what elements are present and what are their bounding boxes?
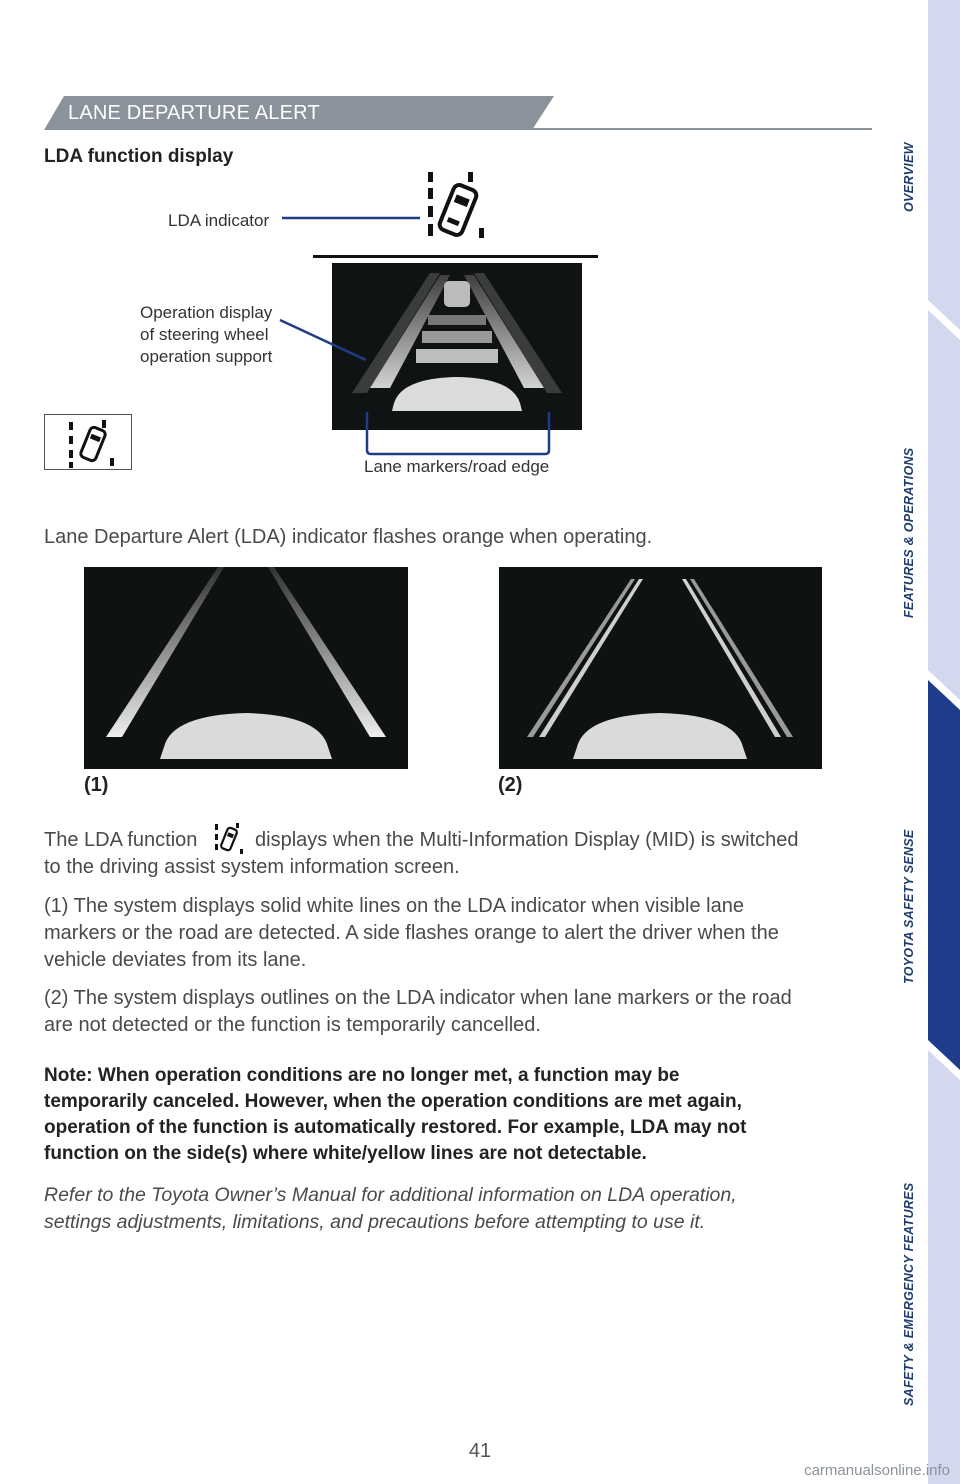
operation-display-label-3: operation support — [140, 347, 273, 366]
sidebar-tabs — [928, 0, 960, 1484]
operation-display-callout-line — [270, 300, 380, 370]
reference-line1: Refer to the Toyota Owner’s Manual for additional information on LDA operation, — [44, 1184, 737, 1206]
section-title: LANE DEPARTURE ALERT — [68, 102, 320, 124]
sidebar-tab-safety-emergency[interactable]: SAFETY & EMERGENCY FEATURES — [902, 1182, 916, 1406]
caption-2: (2) — [498, 774, 523, 796]
display-divider — [313, 255, 598, 258]
page-number: 41 — [468, 1440, 492, 1462]
section-header-rule — [530, 128, 872, 130]
function-text-line1a: The LDA function — [44, 829, 198, 851]
sidebar-tab-toyota-safety-sense[interactable]: TOYOTA SAFETY SENSE — [902, 829, 916, 984]
item2-line2: are not detected or the function is temporarily cancelled. — [44, 1014, 541, 1036]
item2-line1: (2) The system displays outlines on the LDA indicator when lane markers or the road — [44, 987, 792, 1009]
sidebar-tab-overview[interactable]: OVERVIEW — [902, 142, 916, 212]
operation-display-label-1: Operation display — [140, 303, 273, 322]
lda-inline-icon — [212, 822, 248, 856]
operation-display-label-2: of steering wheel — [140, 325, 269, 344]
reference-line2: settings adjustments, limitations, and precautions before attempting to use it. — [44, 1211, 706, 1233]
note-line1: Note: When operation conditions are no longer met, a function may be — [44, 1065, 680, 1086]
subsection-title: LDA function display — [44, 146, 234, 167]
item1-line2: markers or the road are detected. A side flashes orange to alert the driver when the — [44, 922, 779, 944]
note-line4: function on the side(s) where white/yellow lines are not detectable. — [44, 1143, 647, 1164]
display-solid-lines-screen — [84, 567, 408, 769]
note-line3: operation of the function is automatically restored. For example, LDA may not — [44, 1117, 747, 1138]
note-line2: temporarily canceled. However, when the operation conditions are met again, — [44, 1091, 742, 1112]
lda-indicator-label: LDA indicator — [168, 211, 270, 230]
item1-line3: vehicle deviates from its lane. — [44, 949, 307, 971]
function-text-line2: to the driving assist system information screen. — [44, 856, 460, 878]
lane-markers-label: Lane markers/road edge — [364, 457, 550, 476]
display-outline-lines-screen — [499, 567, 822, 769]
sidebar-tab-features-operations[interactable]: FEATURES & OPERATIONS — [902, 447, 916, 618]
watermark: carmanualsonline.info — [804, 1462, 950, 1479]
intro-text: Lane Departure Alert (LDA) indicator flashes orange when operating. — [44, 526, 653, 548]
lane-markers-bracket — [360, 410, 560, 458]
sidebar-labels — [900, 0, 928, 1484]
caption-1: (1) — [84, 774, 109, 796]
lda-indicator-box-icon — [44, 414, 132, 470]
item1-line1: (1) The system displays solid white lines on the LDA indicator when visible lane — [44, 895, 744, 917]
function-text-line1b: displays when the Multi-Information Display (MID) is switched — [255, 829, 799, 851]
lda-indicator-callout-line — [270, 190, 440, 250]
